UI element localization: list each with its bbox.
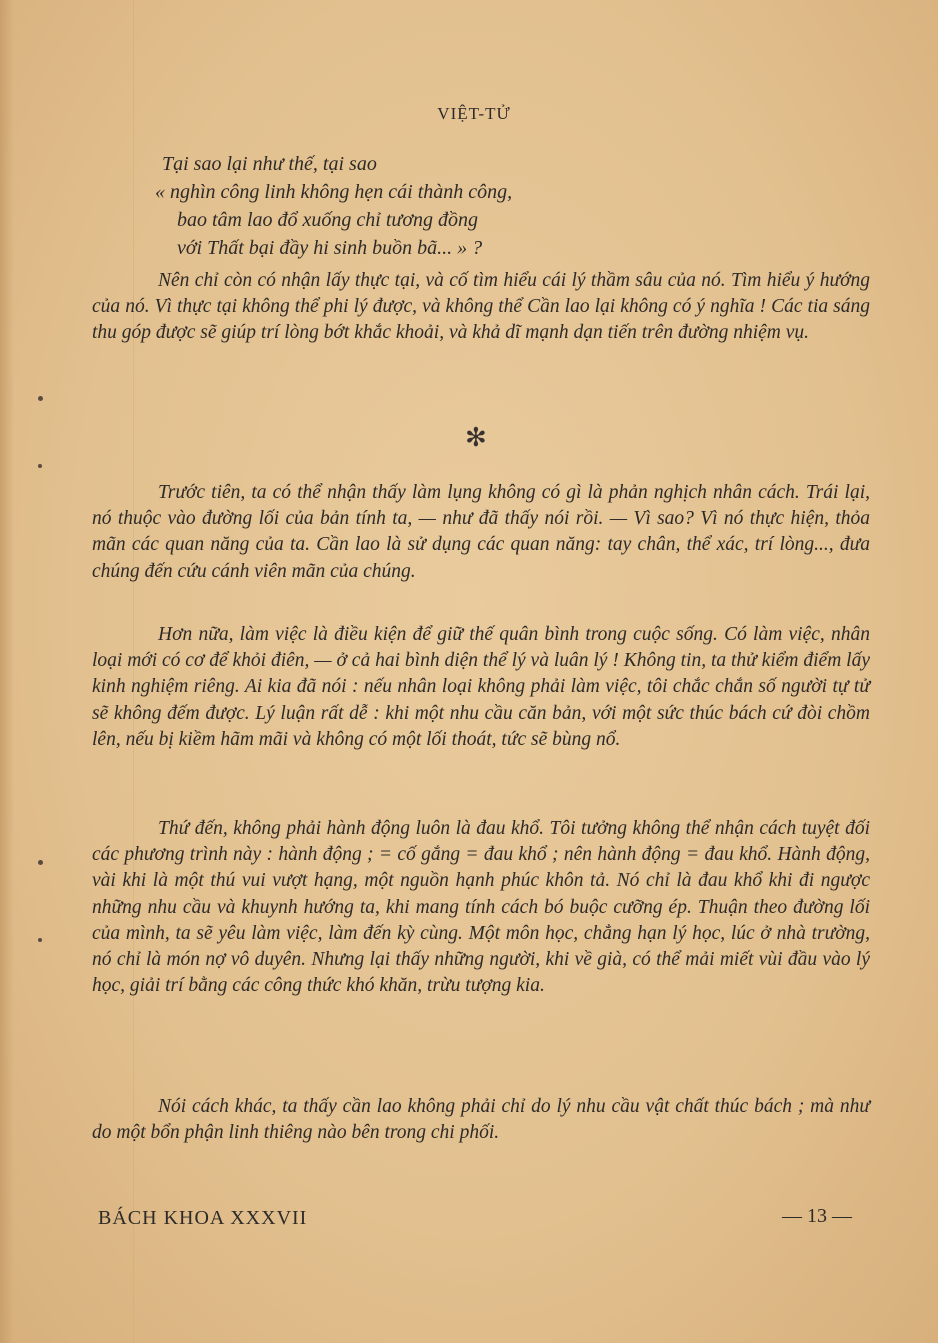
- running-head: VIỆT-TỬ: [437, 104, 511, 123]
- poem-quote: [155, 150, 513, 262]
- page-number: — 13 —: [782, 1205, 852, 1227]
- paper-speck: [38, 396, 43, 401]
- paper-speck: [38, 860, 43, 865]
- paper-speck: [38, 938, 42, 942]
- poem-line: với Thất bại đầy hi sinh buồn bã... » ?: [177, 237, 483, 259]
- paragraph-5: Nói cách khác, ta thấy cần lao không phải chỉ do lý nhu cầu vật chất thúc bách ; mà như do một bổn phận linh thiêng nào bên trong chi phối.: [92, 1096, 870, 1144]
- paragraph-1: Nên chỉ còn có nhận lấy thực tại, và cố tìm hiểu cái lý thầm sâu của nó. Tìm hiểu ý hướng của nó. Vì thực tại không thể phi lý được, và không thể Cần lao lại không có ý nghĩa ! Các tia sáng thu góp được sẽ giúp trí lòng bớt khắc khoải, và khả dĩ mạnh dạn tiến trên đường nhiệm vụ.: [92, 270, 870, 344]
- poem-line: bao tâm lao đổ xuống chỉ tương đồng: [177, 209, 479, 231]
- page-edge-shadow: [0, 0, 14, 1343]
- section-separator-star: ✻: [465, 423, 487, 452]
- poem-line: Tại sao lại như thế, tại sao: [162, 153, 377, 175]
- paragraph-2: Trước tiên, ta có thể nhận thấy làm lụng không có gì là phản nghịch nhân cách. Trái lại, nó thuộc vào đường lối của bản tính ta, — như đã thấy nói rồi. — Vì sao? Vì nó thực hiện, thỏa mãn các quan năng của ta. Cần lao là sử dụng các quan năng: tay chân, thể xác, trí lòng..., đưa chúng đến cứu cánh viên mãn của chúng.: [92, 482, 870, 582]
- paragraph-3: Hơn nữa, làm việc là điều kiện để giữ thế quân bình trong cuộc sống. Có làm việc, nhân loại mới có cơ để khỏi điên, — ở cả hai bình diện thể lý và luân lý ! Không tin, ta thử kiểm điểm lấy kinh nghiệm riêng. Ai kia đã nói : nếu nhân loại không phải làm việc, tôi chắc chắn số người tự tử sẽ không đếm được. Lý luận rất dễ : khi một nhu cầu căn bản, với một sức thúc bách cứ đòi chồm lên, nếu bị kiềm hãm mãi và không có một lối thoát, tức sẽ bùng nổ.: [92, 624, 870, 750]
- paper-speck: [38, 464, 42, 468]
- poem-line: « nghìn công linh không hẹn cái thành công,: [155, 181, 513, 203]
- paragraph-4: Thứ đến, không phải hành động luôn là đau khổ. Tôi tưởng không thể nhận cách tuyệt đối các phương trình này : hành động ; = cố gắng = đau khổ ; nên hành động = đau khổ. Hành động, vài khi là một thú vui vượt hạng, một nguồn hạnh phúc khôn tả. Nó chỉ là đau khổ khi đi ngược những nhu cầu và khuynh hướng ta, khi mang tính cách bó buộc cưỡng ép. Thuận theo đường lối của mình, ta sẽ yêu làm việc, làm đến kỳ cùng. Một môn học, chẳng hạn lý học, lúc ở nhà trường, nó chỉ là món nợ vô duyên. Nhưng lại thấy những người, khi về già, có thể mải miết vùi đầu vào lý học, giải trí bằng các công thức khó khăn, trừu tượng kia.: [92, 818, 870, 997]
- journal-footer: BÁCH KHOA XXXVII: [98, 1207, 308, 1229]
